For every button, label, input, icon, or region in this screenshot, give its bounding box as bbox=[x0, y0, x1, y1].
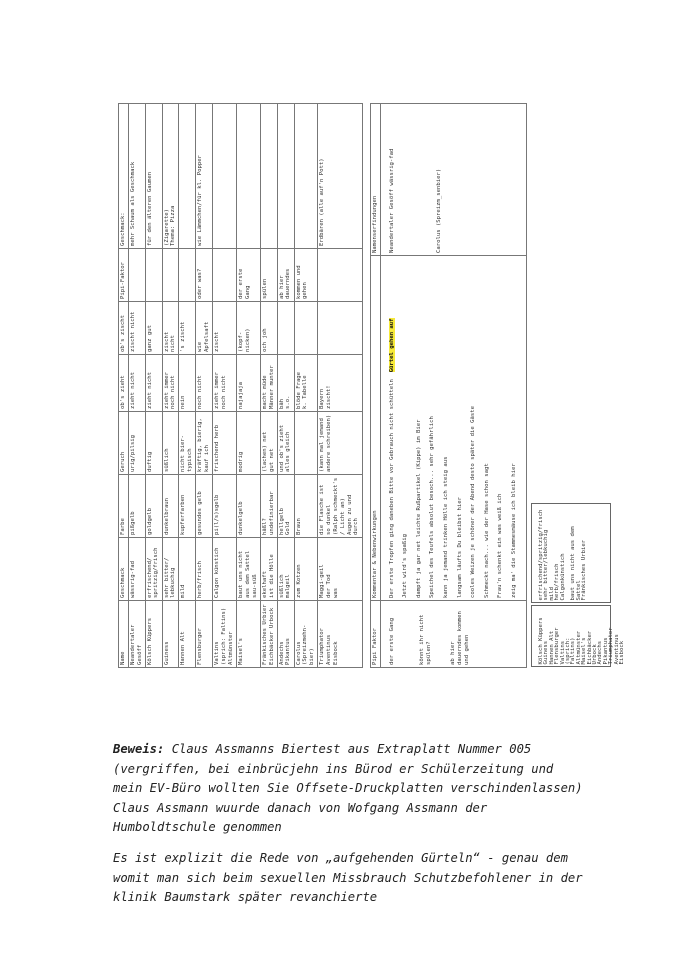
summary-name: Valtins bbox=[559, 640, 566, 665]
table-cell bbox=[294, 302, 318, 355]
table-cell: oder was? bbox=[196, 249, 213, 302]
summary-name: Eichbäcker Urbock bbox=[586, 630, 598, 665]
table-cell: pißgelb bbox=[128, 475, 145, 538]
summary-name: Eisbock bbox=[619, 640, 626, 665]
table-row bbox=[294, 104, 318, 668]
table-cell: kräftig, bierig, kauf ich bbox=[196, 412, 213, 475]
summary-name: Maisel's bbox=[581, 637, 588, 665]
table-cell: duftig bbox=[145, 412, 162, 475]
table-cell: kupferfarben bbox=[179, 475, 196, 538]
table-cell bbox=[213, 104, 237, 249]
summary-tastes bbox=[539, 507, 588, 601]
table-cell: (kann mal jemand andere schreiben) bbox=[318, 412, 363, 475]
table-cell: Neandertaler Gesöff bbox=[128, 601, 145, 668]
summary-name: (sprich: Faltins) bbox=[564, 637, 577, 665]
table-row bbox=[380, 104, 526, 668]
text-line: Es ist explizit die Rede von „aufgehenden Gürteln“ - genau dem bbox=[113, 851, 568, 865]
table-cell: (Zigarette) Thema: Pizza bbox=[162, 104, 179, 249]
table-cell: der erste Gang bbox=[236, 249, 260, 302]
text-line: mein EV-Büro wollten Sie Offsete-Druckplatten verschindenlassen) bbox=[113, 781, 583, 795]
table-row bbox=[260, 104, 277, 668]
comment-line: Speichel des Teufels absolut besoch... sehr gefährlich bbox=[429, 416, 436, 598]
table-cell: ganz gut bbox=[145, 302, 162, 355]
pipi-entry: könnt ihr nicht spülen? bbox=[418, 614, 432, 665]
comments-table bbox=[370, 103, 626, 668]
table-cell: Maggi-geil der Tod was bbox=[318, 538, 363, 601]
beweis-label: Beweis: bbox=[113, 742, 165, 756]
table-cell: häßl? undefinierbar bbox=[260, 475, 277, 538]
table-cell: Carolus (Spreizmehn- bier) bbox=[294, 601, 318, 668]
comment-line: Frau'n schenkt ein was weiß ich bbox=[497, 493, 504, 598]
table-cell bbox=[277, 302, 294, 355]
table-cell: dunkelgelb bbox=[236, 475, 260, 538]
table-cell: Erdbären (alle auf'n Pott) bbox=[318, 104, 363, 249]
table-cell bbox=[318, 302, 363, 355]
comment-line: cooles Weizen je schöner der Abend desto später die Gäste bbox=[470, 406, 477, 598]
table-cell: modrig bbox=[236, 412, 260, 475]
table-cell bbox=[294, 104, 318, 249]
header-cell: Farbe bbox=[119, 475, 129, 538]
summary-name: Andechs bbox=[597, 640, 604, 665]
table-cell: 's zischt bbox=[179, 302, 196, 355]
summary-taste: Fränkisches Urbier bbox=[581, 539, 588, 601]
table-cell: wie Apfelsaft bbox=[196, 302, 213, 355]
table-cell: baut uns nicht aus dem Sattel sau-süß bbox=[236, 538, 260, 601]
summary-name: Altmünster bbox=[575, 630, 582, 665]
table-cell: (kopf- nicken) bbox=[236, 302, 260, 355]
table-cell: nein bbox=[179, 355, 196, 412]
summary-box bbox=[531, 606, 626, 668]
table-header-row bbox=[371, 104, 381, 668]
table-row bbox=[277, 104, 294, 668]
table-cell bbox=[260, 104, 277, 249]
text-line: klinik Baumstark später revanchierte bbox=[113, 890, 378, 904]
header-cell: Name bbox=[119, 601, 129, 668]
comments-column bbox=[380, 256, 526, 601]
table-cell: wässrig-fad bbox=[128, 538, 145, 601]
table-row bbox=[213, 104, 237, 668]
table-cell: zieht immer noch nicht bbox=[162, 355, 179, 412]
table-row bbox=[145, 104, 162, 668]
table-cell: sehr bitter/ lebkuchig bbox=[162, 538, 179, 601]
table-cell: pi(l/s)sgelb bbox=[213, 475, 237, 538]
summary-taste: erfrischend/spritzig/frisch bbox=[537, 509, 544, 601]
header-cell: Geschmack: bbox=[119, 104, 129, 249]
table-cell: Calgon künstich bbox=[213, 538, 237, 601]
table-row bbox=[128, 104, 145, 668]
table-cell: Andechs Pikantus bbox=[277, 601, 294, 668]
table-cell: goldgelb bbox=[145, 475, 162, 538]
table-cell: ab hier dauerndes bbox=[277, 249, 294, 302]
table-cell bbox=[277, 104, 294, 249]
table-cell: herb/frisch bbox=[196, 538, 213, 601]
table-cell bbox=[294, 412, 318, 475]
table-cell: zieht nicht bbox=[128, 355, 145, 412]
table-cell: noch nicht bbox=[196, 355, 213, 412]
summary-taste: Calgonkünstich bbox=[559, 553, 566, 601]
table-cell: urig/pilsig bbox=[128, 412, 145, 475]
table-row bbox=[196, 104, 213, 668]
table-cell: süßlich malgeil bbox=[277, 538, 294, 601]
text-line: Claus Assmann wuurde danach von Wofgang Assmann der bbox=[113, 800, 488, 815]
text-line: (vergriffen, bei einbrücjehn ins Bürod er Schülerzeitung und bbox=[113, 761, 554, 776]
summary-names bbox=[539, 609, 626, 665]
summary-taste: mild bbox=[548, 587, 555, 601]
table-cell: spülen bbox=[260, 249, 277, 302]
table-cell bbox=[213, 249, 237, 302]
header-cell: Kommentar & Nebenwirkungen bbox=[371, 256, 381, 601]
comment-line: Der erste Tropfen ging daneben Bitte vor Gebrauch nicht schütteln Gürtel gehen auf bbox=[388, 318, 395, 598]
table-cell: Braun bbox=[294, 475, 318, 538]
name-entry: Carolus (Spreizm_senbier) bbox=[435, 168, 442, 253]
comment-line: kann ja jemand trinken Hölle ich steig aus bbox=[442, 456, 449, 598]
header-cell: Namenserfindungen bbox=[371, 104, 381, 256]
table-cell: zum Kotzen bbox=[294, 538, 318, 601]
table-cell: zischt nicht bbox=[128, 302, 145, 355]
summary-name: Hannen Alt bbox=[548, 630, 555, 665]
table-cell: dunkelbraun bbox=[162, 475, 179, 538]
table-cell: zischt nicht bbox=[162, 302, 179, 355]
header-cell: Geschmack bbox=[119, 538, 129, 601]
table-cell: hellgelb Gold bbox=[277, 475, 294, 538]
table-cell: Kölsch Küppers bbox=[145, 601, 162, 668]
summary-name: Kölsch Küppers bbox=[537, 617, 544, 665]
table-row bbox=[236, 104, 260, 668]
summary-taste: sehr bitter/lebkuchig bbox=[543, 529, 550, 601]
summary-name: Flensburger bbox=[554, 627, 561, 665]
comment-line: Schmeckt nach... wie der Hase schon sagt bbox=[483, 463, 490, 598]
pipi-entry: der erste Gang bbox=[388, 617, 395, 665]
table-cell: Valtins (sprich: Faltins) Altmünster bbox=[213, 601, 237, 668]
table-cell: zieht nicht bbox=[145, 355, 162, 412]
table-cell: Bayern zischt! bbox=[318, 355, 363, 412]
header-cell: Pipi Faktor bbox=[371, 601, 381, 668]
text-line: Humboldtschule genommen bbox=[113, 820, 282, 834]
comment-line: langsam läufts Du bleibst hier bbox=[456, 496, 463, 598]
table-cell: mild bbox=[179, 538, 196, 601]
summary-taste: baut uns nicht aus dem Sattel bbox=[570, 526, 582, 601]
table-cell: macht müde Männer munter bbox=[260, 355, 277, 412]
comment-line: Jetzt wird's spaßig bbox=[402, 534, 409, 598]
table-row bbox=[526, 104, 615, 668]
table-cell bbox=[179, 104, 196, 249]
table-cell bbox=[318, 249, 363, 302]
explanation-paragraph bbox=[113, 849, 613, 908]
summary-name: Triumphator bbox=[608, 627, 615, 665]
table-cell: Triumphator Aventinus Eisbock bbox=[318, 601, 363, 668]
table-cell: Flensburger bbox=[196, 601, 213, 668]
names-column bbox=[380, 104, 526, 256]
pipi-entry: ab hier dauerndes kommen und gehen bbox=[450, 611, 470, 665]
beer-table-body bbox=[128, 104, 362, 668]
table-cell bbox=[179, 249, 196, 302]
table-row bbox=[179, 104, 196, 668]
comment-line: zeig ma' die Stammesmäuse ich bleib hier bbox=[510, 463, 517, 598]
table-cell: gesundes gelb bbox=[196, 475, 213, 538]
summary-name: Aventinus bbox=[613, 634, 620, 665]
header-cell: Pipi-Faktor bbox=[119, 249, 129, 302]
text-line: Claus Assmanns Biertest aus Extraplatt Nummer 005 bbox=[164, 742, 532, 756]
table-cell bbox=[145, 249, 162, 302]
name-entry: Neandertaler Gesöff wässrig-fad bbox=[388, 148, 395, 253]
text-line: womit man sich beim sexuellen Missbrauch Schutzbefohlener in der bbox=[113, 870, 583, 885]
table-cell: nicht bier- typisch bbox=[179, 412, 196, 475]
header-cell: ob's zischt bbox=[119, 302, 129, 355]
table-cell: mehr Schaum als Geschmack bbox=[128, 104, 145, 249]
table-cell: die Flasche ist so dunkel (Ralph schmeckt's / Licht an) Augen zu und durch bbox=[318, 475, 363, 538]
beweis-paragraph bbox=[113, 740, 613, 838]
beer-rating-table bbox=[118, 103, 363, 668]
comment-line: dampft ja gar net leichte Rußpartikel (Kippe) im Bier bbox=[415, 419, 422, 598]
header-cell: Geruch bbox=[119, 412, 129, 475]
table-cell: blöde Frage k. Tabelle bbox=[294, 355, 318, 412]
summary-name: Guiness bbox=[543, 640, 550, 665]
table-cell: zischt bbox=[213, 302, 237, 355]
summary-tastes-box bbox=[531, 504, 611, 604]
summary-name: Pikantus bbox=[602, 637, 609, 665]
table-cell bbox=[236, 104, 260, 249]
table-cell: süßlich bbox=[162, 412, 179, 475]
table-cell: Maisel's bbox=[236, 601, 260, 668]
table-cell: Guiness bbox=[162, 601, 179, 668]
highlighted-phrase: Gürtel gehen auf bbox=[388, 318, 395, 373]
rotated-content bbox=[118, 103, 626, 668]
table-cell: wie Lämmchen/für kl. Popper bbox=[196, 104, 213, 249]
table-cell: Fränkisches Urbier Eichbäcker Urbock bbox=[260, 601, 277, 668]
table-row bbox=[162, 104, 179, 668]
table-cell: erfrischend/ spritzig/frisch bbox=[145, 538, 162, 601]
table-cell: najajaja bbox=[236, 355, 260, 412]
table-cell: (lachen) net gut net bbox=[260, 412, 277, 475]
summary-taste: herb/frisch bbox=[554, 563, 561, 601]
table-cell: für den älteren Gaumen bbox=[145, 104, 162, 249]
pipi-column bbox=[380, 601, 526, 668]
table-cell: och joh bbox=[260, 302, 277, 355]
table-cell: frischend herb bbox=[213, 412, 237, 475]
table-cell: Hannen Alt bbox=[179, 601, 196, 668]
table-cell: bäh s.o. bbox=[277, 355, 294, 412]
table-cell bbox=[162, 249, 179, 302]
header-cell: ob's zieht bbox=[119, 355, 129, 412]
table-header-row bbox=[119, 104, 129, 668]
table-cell: zieht immer noch nicht bbox=[213, 355, 237, 412]
table-cell: kommen und gehen bbox=[294, 249, 318, 302]
table-cell bbox=[128, 249, 145, 302]
table-cell: ekelhaft ist die Hölle bbox=[260, 538, 277, 601]
scanned-table-area bbox=[118, 103, 626, 668]
table-row bbox=[318, 104, 363, 668]
table-cell: und ob's zieht alles gleich bbox=[277, 412, 294, 475]
